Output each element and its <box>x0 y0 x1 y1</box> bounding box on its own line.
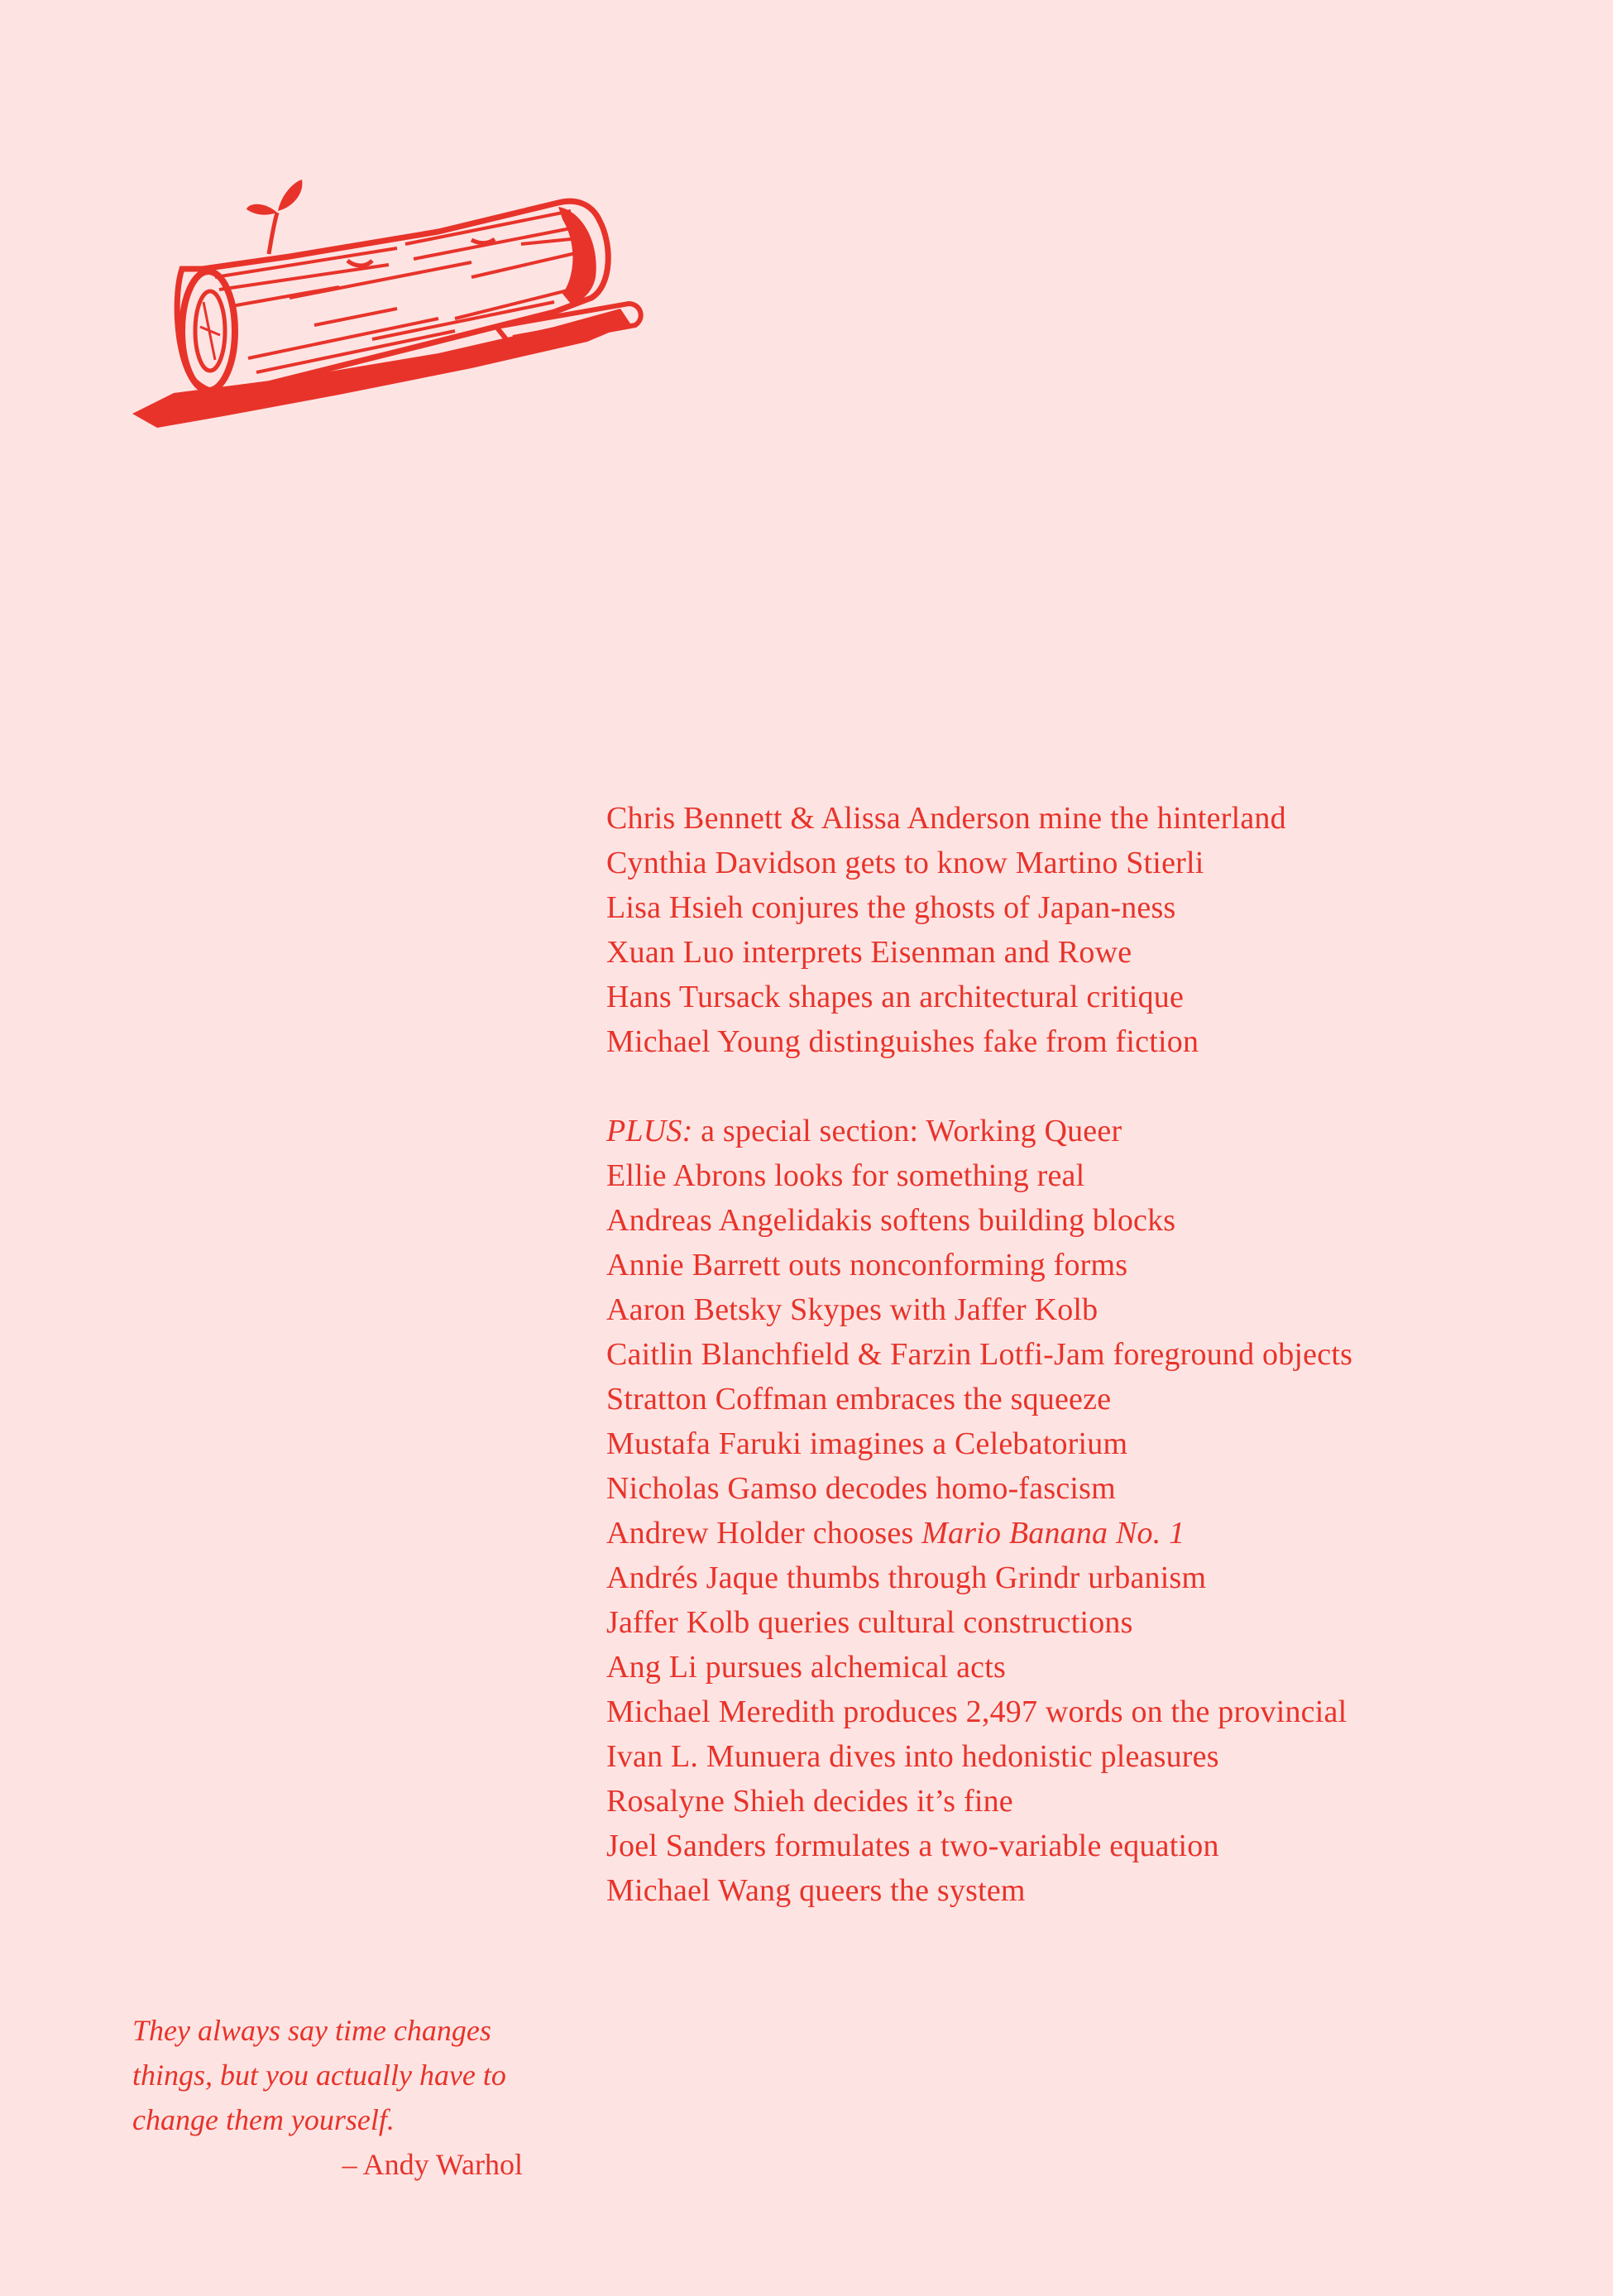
contents-line: Xuan Luo interprets Eisenman and Rowe <box>606 935 1132 970</box>
contents-line: Ellie Abrons looks for something real <box>606 1158 1085 1193</box>
contents-list <box>606 796 1558 1913</box>
special-section-heading <box>606 1109 1558 1153</box>
contents-line: Joel Sanders formulates a two-variable equation <box>606 1829 1219 1863</box>
contents-line: Michael Young distinguishes fake from fiction <box>606 1024 1199 1059</box>
contents-line: Ang Li pursues alchemical acts <box>606 1650 1006 1685</box>
contents-line: Michael Wang queers the system <box>606 1873 1026 1908</box>
contents-line: Stratton Coffman embraces the squeeze <box>606 1382 1112 1416</box>
quote <box>132 2008 546 2187</box>
log-with-sprout-icon <box>124 161 703 443</box>
contents-line: Cynthia Davidson gets to know Martino Stierli <box>606 846 1204 880</box>
contents-line: Aaron Betsky Skypes with Jaffer Kolb <box>606 1292 1098 1327</box>
quote-line: things, but you actually have to <box>132 2059 506 2092</box>
quote-line: change them yourself. <box>132 2103 395 2136</box>
contents-line: Ivan L. Munuera dives into hedonistic pleasures <box>606 1739 1219 1774</box>
contents-line: Lisa Hsieh conjures the ghosts of Japan-ness <box>606 890 1176 925</box>
special-section-title: a special section: Working Queer <box>692 1114 1122 1148</box>
quote-author: – Andy Warhol <box>342 2148 523 2181</box>
contents-line: Chris Bennett & Alissa Anderson mine the hinterland <box>606 801 1286 836</box>
holder-text: Andrew Holder chooses <box>606 1516 922 1551</box>
plus-label: PLUS: <box>606 1114 693 1148</box>
quote-line: They always say time changes <box>132 2014 491 2047</box>
contents-line-holder <box>606 1511 1558 1555</box>
contents-line: Michael Meredith produces 2,497 words on the provincial <box>606 1694 1347 1729</box>
contents-line: Andrés Jaque thumbs through Grindr urbanism <box>606 1560 1207 1595</box>
section-gap <box>606 1064 1558 1109</box>
contents-line: Hans Tursack shapes an architectural critique <box>606 980 1185 1014</box>
holder-work-title: Mario Banana No. 1 <box>921 1516 1185 1551</box>
contents-line: Caitlin Blanchfield & Farzin Lotfi-Jam foreground objects <box>606 1337 1353 1372</box>
contents-line: Mustafa Faruki imagines a Celebatorium <box>606 1426 1128 1461</box>
contents-line: Andreas Angelidakis softens building blocks <box>606 1203 1176 1238</box>
contents-line: Rosalyne Shieh decides it’s fine <box>606 1784 1013 1819</box>
contents-line: Jaffer Kolb queries cultural constructions <box>606 1605 1133 1640</box>
contents-line: Annie Barrett outs nonconforming forms <box>606 1248 1128 1282</box>
contents-line: Nicholas Gamso decodes homo-fascism <box>606 1471 1116 1506</box>
